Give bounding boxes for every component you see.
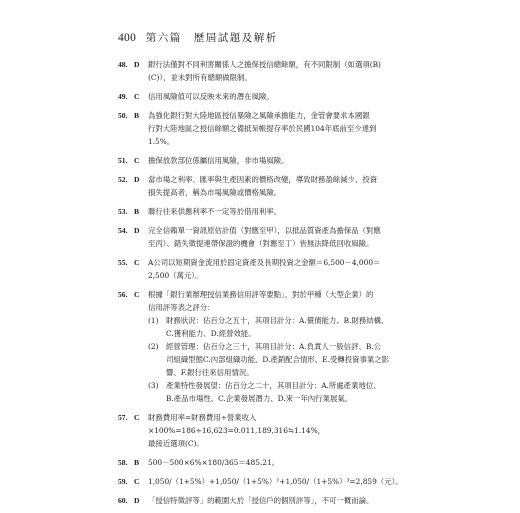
chapter-title: 第六篇 歷屆試題及解析: [145, 32, 278, 44]
explanation-text: 信用風險值可以反映未來的潛在風險。: [148, 92, 274, 101]
answer-letter: C: [134, 477, 140, 486]
explanation: [148, 494, 408, 507]
explanation-text: 財務費用率=財務費用÷營業收入×100%=186÷16,623=0.011,189,316≒1.14%， 最接近選項(C)。: [148, 413, 325, 448]
answer-letter: B: [134, 111, 140, 120]
answer-list: [118, 58, 408, 513]
explanation: [148, 205, 408, 218]
explanation-text: 500－500×6%×180/365＝485.21。: [148, 458, 280, 467]
answer-item: [118, 109, 408, 148]
question-number: 59.: [118, 477, 128, 486]
explanation-text: 根據「銀行業辦理授信業務信用評等要點」，對於甲種（大型企業）的 信用評等表之評分：: [148, 290, 374, 312]
explanation: [148, 154, 408, 167]
page-number: 400: [118, 32, 137, 44]
criteria-label: (2): [148, 342, 159, 351]
explanation-text: 1,050/（1+5%）+1,050/（1+5%）²+1,050/（1+5%）³=2,859（元）。: [148, 477, 403, 486]
page-header: [118, 30, 278, 45]
explanation-text: 擔保放款部位係屬信用風險，非市場風險。: [148, 156, 289, 165]
answer-letter: C: [134, 258, 140, 267]
question-number: 50.: [118, 111, 128, 120]
answer-item: [118, 173, 408, 199]
explanation-text: 當市場之利率、匯率與生產因素的價格改變，導致財務盈餘減少、投資 損失提高者，稱為市場風險或價格風險。: [148, 175, 378, 197]
answer-letter: C: [134, 290, 140, 299]
question-number: 58.: [118, 458, 128, 467]
criteria-item: [148, 314, 408, 340]
explanation: [148, 173, 408, 199]
explanation-text: 聯行往來供應利率不一定等於借用利率。: [148, 207, 282, 216]
question-number: 49.: [118, 92, 128, 101]
question-number: 56.: [118, 290, 128, 299]
explanation: [148, 411, 408, 450]
explanation: [148, 90, 408, 103]
explanation-text: 「授信特徵評等」的範圍大於「授信戶的個別評等」，不可一概而論。: [148, 496, 374, 505]
explanation: [148, 58, 408, 84]
criteria-item: [148, 379, 408, 405]
criteria-item: [148, 340, 408, 379]
question-number: 53.: [118, 207, 128, 216]
answer-item: [118, 224, 408, 250]
answer-item: [118, 475, 408, 488]
explanation-text: 銀行法僅對不同利害關係人之擔保授信總餘額，有不同限制（如選項(B) (C)），並未對所有總額做限制。: [148, 60, 381, 82]
answer-letter: D: [134, 175, 140, 184]
question-number: 52.: [118, 175, 128, 184]
answer-letter: D: [134, 60, 140, 69]
criteria-label: (3): [148, 381, 159, 390]
answer-item: [118, 154, 408, 167]
criteria-text: 經營管理：佔百分之三十，其項目計分：A.負責人一般信評、B.公 司組織型態C.內部組織功能、D.產銷配合情形、E.受轉投資事業之影 響、F.銀行往來信用情況。: [166, 342, 390, 377]
answer-item: [118, 494, 408, 507]
answer-item: [118, 90, 408, 103]
question-number: 55.: [118, 258, 128, 267]
answer-letter: C: [134, 92, 140, 101]
answer-item: [118, 411, 408, 450]
answer-item: [118, 288, 408, 405]
explanation: [148, 288, 408, 405]
answer-letter: D: [134, 496, 140, 505]
criteria-label: (1): [148, 316, 159, 325]
answer-letter: B: [134, 207, 140, 216]
explanation-text: 完全信賴單一資訊原估計值（對應至甲），以抵品質資產為擔保品（對應 至丙）、錯失徵提連帶保證的機會（對應至丁）皆無法降低回收風險。: [148, 226, 381, 248]
question-number: 57.: [118, 413, 128, 422]
explanation: [148, 475, 408, 488]
question-number: 54.: [118, 226, 128, 235]
explanation: [148, 256, 408, 282]
question-number: 60.: [118, 496, 128, 505]
criteria-text: 財務狀況：佔百分之五十，其項目計分：A.償債能力、B.財務結構、 C.獲利能力、D.經營效能。: [166, 316, 389, 338]
answer-item: [118, 456, 408, 469]
answer-item: [118, 205, 408, 218]
answer-letter: B: [134, 458, 140, 467]
explanation: [148, 456, 408, 469]
answer-letter: C: [134, 413, 140, 422]
criteria-text: 產業特性發展望：佔百分之二十，其項目計分：A.所處產業地位、 B.產品市場性、C.企業發展潛力、D.來一年內行業展氣。: [166, 381, 381, 403]
answer-item: [118, 58, 408, 84]
explanation: [148, 224, 408, 250]
answer-item: [118, 256, 408, 282]
explanation: [148, 109, 408, 148]
explanation-text: A公司以短期資金流用於固定資產及長期投資之金額＝6,500－4,000＝ 2,500（萬元）。: [148, 258, 381, 280]
answer-letter: D: [134, 226, 140, 235]
answer-letter: C: [134, 156, 140, 165]
question-number: 51.: [118, 156, 128, 165]
explanation-text: 為強化銀行對大陸地區授信暴險之風險承擔能力，金管會要求本國銀 行對大陸地區之授信餘額之備抵呆帳提存率於民國104年底前至少達到 1.5%。: [148, 111, 377, 146]
question-number: 48.: [118, 60, 128, 69]
